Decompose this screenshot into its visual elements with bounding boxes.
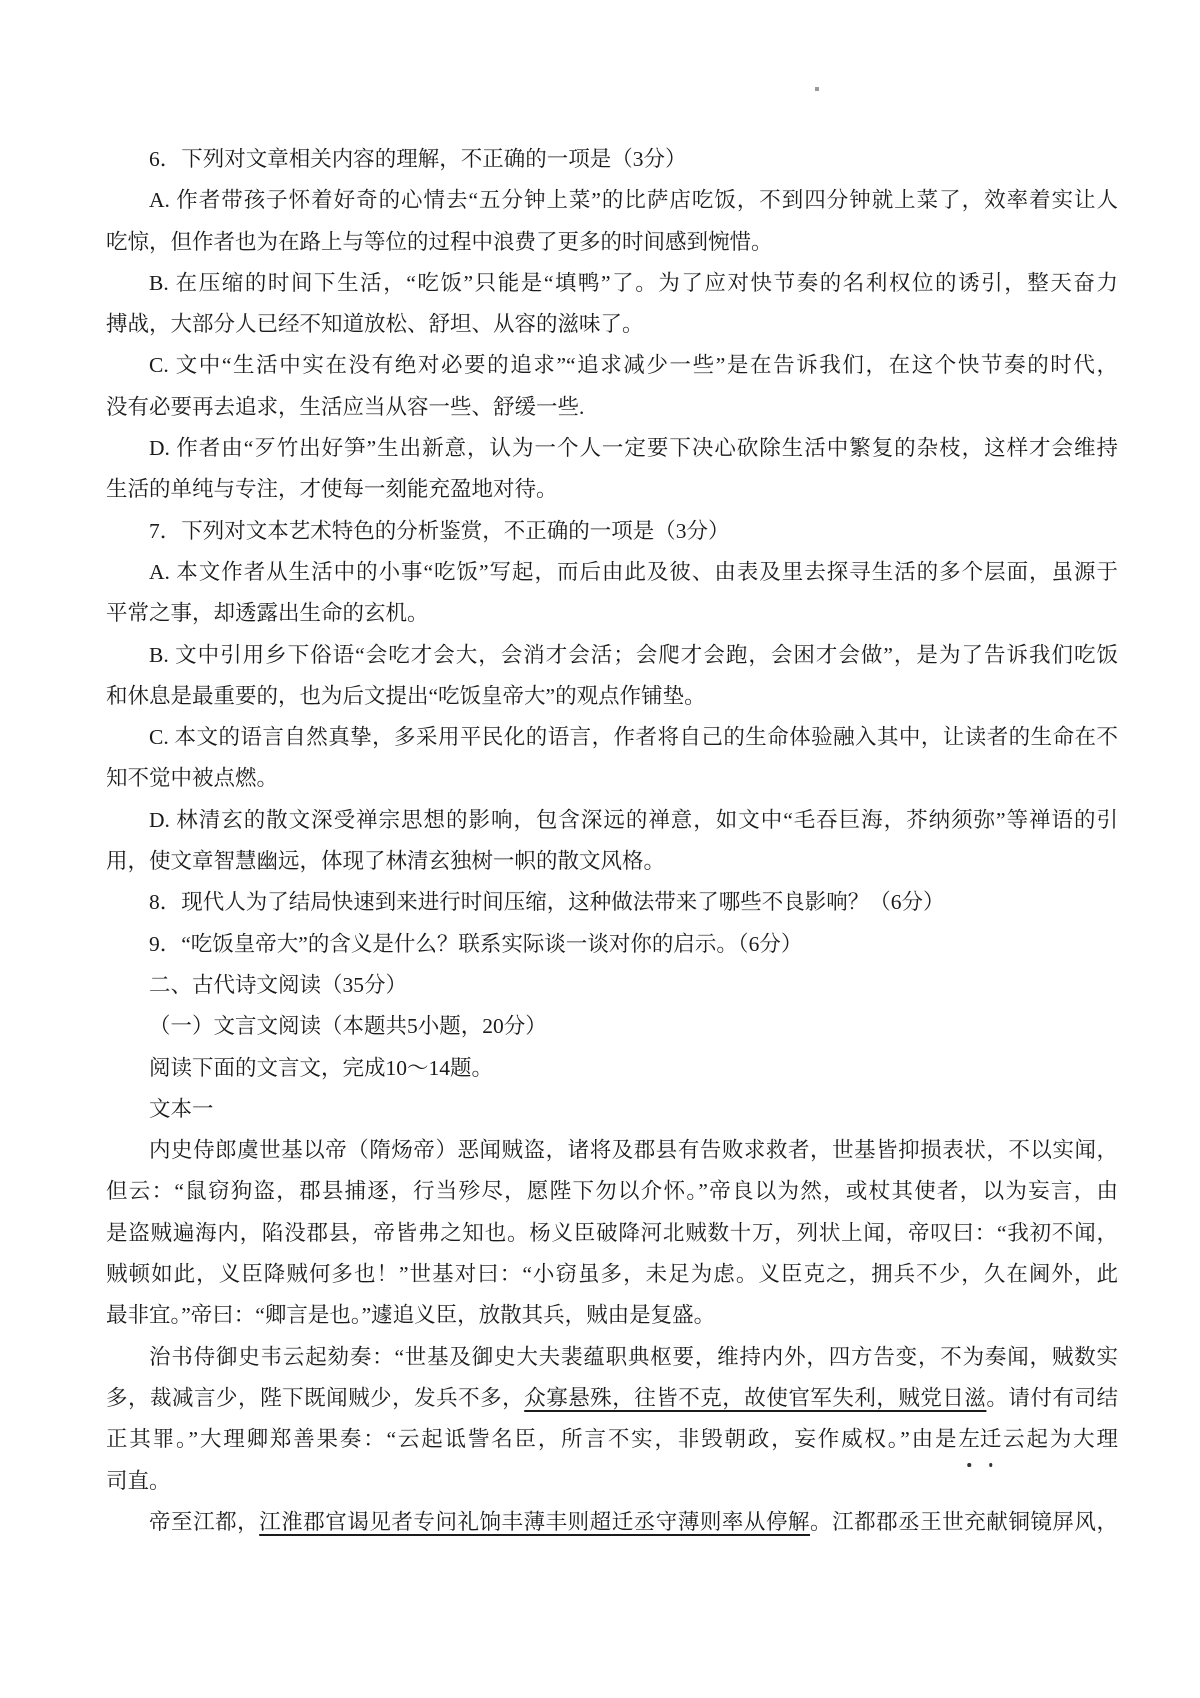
scan-speck-artifact (815, 87, 819, 91)
text-run: （一）文言文阅读（本题共5小题，20分） (149, 1014, 547, 1039)
text-run: 阅读下面的文言文，完成10～14题。 (149, 1055, 494, 1080)
text-line (106, 222, 1118, 263)
text-run: 吃惊，但作者也为在路上与等位的过程中浪费了更多的时间感到惋惜。 (106, 229, 773, 254)
text-line (106, 1337, 1118, 1378)
text-line (106, 469, 1118, 510)
emphasis-dots-text: 左迁 (958, 1427, 1001, 1451)
text-line (106, 717, 1118, 758)
text-run: 云起为大理 (1001, 1427, 1118, 1452)
text-line (106, 1419, 1118, 1460)
text-run: 9．“吃饭皇帝大”的含义是什么？联系实际谈一谈对你的启示。（6分） (149, 931, 803, 956)
text-line (106, 1378, 1118, 1419)
text-run: 6．下列对文章相关内容的理解，不正确的一项是（3分） (149, 147, 687, 171)
text-line (106, 1461, 1118, 1502)
text-run: A. 作者带孩子怀着好奇的心情去“五分钟上菜”的比萨店吃饭，不到四分钟就上菜了，效率着实让人 (149, 188, 1118, 213)
text-run: 没有必要再去追求，生活应当从容一些、舒缓一些. (106, 394, 585, 419)
text-run: D. 作者由“歹竹出好笋”生出新意，认为一个人一定要下决心砍除生活中繁复的杂枝，这样才会维持 (149, 436, 1118, 461)
text-line (106, 593, 1118, 634)
underlined-text: 江淮郡官谒见者专问礼饷丰薄丰则超迁丞守薄则率从停解 (259, 1509, 811, 1534)
text-line (106, 1006, 1118, 1047)
text-line (106, 841, 1118, 882)
text-line (106, 304, 1118, 345)
text-run: C. 本文的语言自然真挚，多采用平民化的语言，作者将自己的生命体验融入其中，让读者的生命在不 (149, 725, 1118, 750)
text-line (106, 1295, 1118, 1336)
document-body (106, 139, 1118, 1543)
text-line (106, 428, 1118, 469)
text-run: 帝至江都， (149, 1509, 260, 1534)
text-line (106, 635, 1118, 676)
text-line (106, 1171, 1118, 1212)
text-line (106, 965, 1118, 1006)
text-run: 最非宜。”帝曰：“卿言是也。”遽追义臣，放散其兵，贼由是复盛。 (106, 1303, 716, 1328)
text-run: 是盗贼遍海内，陷没郡县，帝皆弗之知也。杨义臣破降河北贼数十万，列状上闻，帝叹曰：“我初不闻， (106, 1220, 1118, 1245)
text-line (106, 676, 1118, 717)
text-line (106, 139, 1118, 180)
text-run: 生活的单纯与专注，才使每一刻能充盈地对待。 (106, 477, 558, 502)
text-run: 二、古代诗文阅读（35分） (149, 972, 408, 997)
text-run: 治书侍御史韦云起劾奏：“世基及御史大夫裴蕴职典枢要，维持内外，四方告变，不为奏闻，贼数实 (149, 1344, 1118, 1369)
text-run: 8．现代人为了结局快速到来进行时间压缩，这种做法带来了哪些不良影响？（6分） (149, 890, 945, 915)
text-line (106, 882, 1118, 923)
text-run: 7．下列对文本艺术特色的分析鉴赏，不正确的一项是（3分） (149, 518, 730, 543)
text-run: 搏战，大部分人已经不知道放松、舒坦、从容的滋味了。 (106, 312, 644, 337)
text-line (106, 345, 1118, 386)
text-line (106, 1502, 1118, 1543)
text-run: A. 本文作者从生活中的小事“吃饭”写起，而后由此及彼、由表及里去探寻生活的多个层面，虽源于 (149, 559, 1118, 584)
text-line (106, 1213, 1118, 1254)
text-line (106, 511, 1118, 552)
text-line (106, 180, 1118, 221)
text-run: B. 文中引用乡下俗语“会吃才会大，会消才会活；会爬才会跑，会困才会做”，是为了告诉我们吃饭 (149, 642, 1118, 667)
text-run: 内史侍郎虞世基以帝（隋炀帝）恶闻贼盗，诸将及郡县有告败求救者，世基皆抑损表状，不以实闻， (149, 1138, 1118, 1163)
text-run: 平常之事，却透露出生命的玄机。 (106, 601, 429, 626)
text-line (106, 387, 1118, 428)
text-run: 但云：“鼠窃狗盗，郡县捕逐，行当殄尽，愿陛下勿以介怀。”帝良以为然，或杖其使者，以为妄言，由 (106, 1179, 1118, 1204)
text-line (106, 263, 1118, 304)
text-run: 和休息是最重要的，也为后文提出“吃饭皇帝大”的观点作铺垫。 (106, 683, 706, 708)
text-run: 多，裁减言少，陛下既闻贼少，发兵不多， (106, 1385, 525, 1410)
text-run: 贼顿如此，义臣降贼何多也！”世基对曰：“小窃虽多，未足为虑。义臣克之，拥兵不少，久在阃外，此 (106, 1262, 1118, 1287)
text-run: 知不觉中被点燃。 (106, 766, 279, 791)
text-line (106, 1130, 1118, 1171)
text-line (106, 552, 1118, 593)
text-line (106, 1254, 1118, 1295)
text-line (106, 1048, 1118, 1089)
text-run: 用，使文章智慧幽远，体现了林清玄独树一帜的散文风格。 (106, 849, 666, 874)
text-line (106, 924, 1118, 965)
text-line (106, 1089, 1118, 1130)
text-run: 。请付有司结 (986, 1385, 1118, 1410)
text-run: B. 在压缩的时间下生活，“吃饭”只能是“填鸭”了。为了应对快节奏的名利权位的诱引，整天奋力 (149, 270, 1118, 295)
text-run: 文本一 (149, 1096, 214, 1121)
text-line (106, 758, 1118, 799)
text-run: C. 文中“生活中实在没有绝对必要的追求”“追求减少一些”是在告诉我们，在这个快节奏的时代， (149, 353, 1118, 378)
text-run: 。江都郡丞王世充献铜镜屏风， (810, 1509, 1118, 1534)
text-run: 司直。 (106, 1468, 171, 1493)
underlined-text: 众寡悬殊，往皆不克，故使官军失利，贼党日滋 (524, 1385, 987, 1410)
text-line (106, 800, 1118, 841)
text-run: 正其罪。”大理卿郑善果奏：“云起诋訾名臣，所言不实，非毁朝政，妄作威权。”由是 (106, 1427, 959, 1452)
text-run: D. 林清玄的散文深受禅宗思想的影响，包含深远的禅意，如文中“毛吞巨海，芥纳须弥”等禅语的引 (149, 807, 1118, 832)
